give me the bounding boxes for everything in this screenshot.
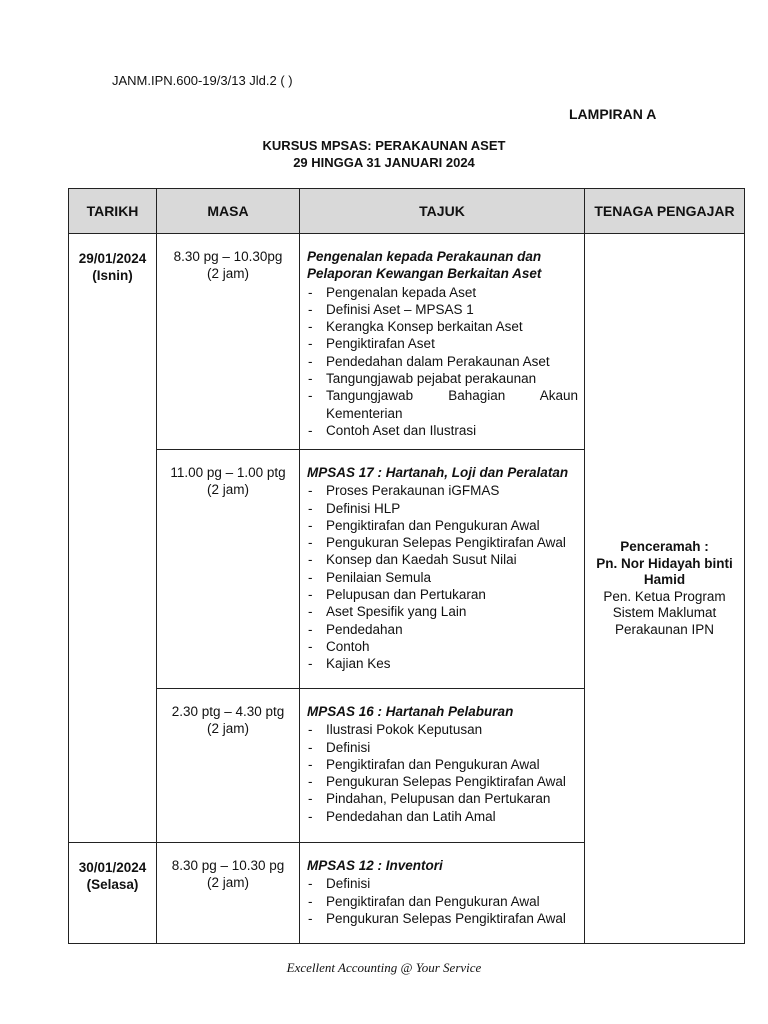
date-cell	[69, 843, 157, 944]
list-item: - Definisi	[307, 875, 578, 892]
header-masa: MASA	[157, 189, 300, 234]
list-item: - Pengenalan kepada Aset	[307, 284, 578, 301]
schedule-table	[68, 188, 745, 944]
time: 11.00 pg – 1.00 ptg	[170, 465, 286, 480]
list-item: - Pengukuran Selepas Pengiktirafan Awal	[307, 534, 578, 551]
topic-list	[307, 721, 578, 825]
list-item: - Kerangka Konsep berkaitan Aset	[307, 318, 578, 335]
duration: (2 jam)	[206, 721, 249, 736]
table-row	[69, 234, 745, 450]
list-item: - Tangungjawab pejabat perakaunan	[307, 370, 578, 387]
list-item: - Pelupusan dan Pertukaran	[307, 586, 578, 603]
list-item: - Pengukuran Selepas Pengiktirafan Awal	[307, 773, 578, 790]
topic-title: Pengenalan kepada Perakaunan dan Pelaporan Kewangan Berkaitan Aset	[307, 249, 542, 282]
list-item: - Contoh Aset dan Ilustrasi	[307, 422, 578, 439]
list-item: - Aset Spesifik yang Lain	[307, 603, 578, 620]
time: 8.30 pg – 10.30pg	[173, 249, 283, 264]
topic-cell	[300, 450, 585, 689]
document-title: KURSUS MPSAS: PERAKAUNAN ASET	[262, 138, 506, 153]
list-item: - Pendedahan dalam Perakaunan Aset	[307, 353, 578, 370]
duration: (2 jam)	[206, 875, 249, 890]
list-item: - Pengiktirafan Aset	[307, 335, 578, 352]
time-cell	[157, 450, 300, 689]
date: 30/01/2024	[78, 860, 147, 875]
topic-title: MPSAS 12 : Inventori	[307, 858, 443, 873]
footer-tagline: Excellent Accounting @ Your Service	[286, 960, 482, 975]
topic-list	[307, 875, 578, 927]
list-item: - Pendedahan dan Latih Amal	[307, 808, 578, 825]
trainer-name: Pn. Nor Hidayah binti Hamid	[596, 555, 733, 587]
topic-list	[307, 482, 578, 672]
duration: (2 jam)	[206, 482, 249, 497]
list-item: - Proses Perakaunan iGFMAS	[307, 482, 578, 499]
list-item: - Pendedahan	[307, 621, 578, 638]
topic-title: MPSAS 17 : Hartanah, Loji dan Peralatan	[307, 465, 569, 480]
time-cell	[157, 234, 300, 450]
trainer-role: Penceramah :	[620, 539, 709, 554]
day: (Selasa)	[86, 877, 139, 892]
date: 29/01/2024	[78, 251, 147, 266]
date-cell	[69, 234, 157, 843]
topic-title: MPSAS 16 : Hartanah Pelaburan	[307, 704, 514, 719]
attachment-label: LAMPIRAN A	[569, 106, 657, 122]
list-item: - Pengiktirafan dan Pengukuran Awal	[307, 517, 578, 534]
list-item: - Contoh	[307, 638, 578, 655]
day: (Isnin)	[92, 268, 133, 283]
list-item: - Pengiktirafan dan Pengukuran Awal	[307, 893, 578, 910]
list-item: - Tangungjawab Bahagian Akaun Kementerian	[307, 387, 578, 422]
list-item: - Penilaian Semula	[307, 569, 578, 586]
list-item: - Kajian Kes	[307, 655, 578, 672]
topic-cell	[300, 689, 585, 843]
list-item: - Pindahan, Pelupusan dan Pertukaran	[307, 790, 578, 807]
table-header-row	[69, 189, 745, 234]
header-tarikh: TARIKH	[69, 189, 157, 234]
trainer-position: Pen. Ketua Program Sistem Maklumat Perakaunan IPN	[603, 588, 726, 637]
topic-cell	[300, 234, 585, 450]
topic-list	[307, 284, 578, 440]
time-cell	[157, 843, 300, 944]
reference-number: JANM.IPN.600-19/3/13 Jld.2 ( )	[112, 73, 293, 88]
list-item: - Konsep dan Kaedah Susut Nilai	[307, 551, 578, 568]
trainer-cell	[585, 234, 745, 944]
time-cell	[157, 689, 300, 843]
header-tenaga-pengajar: TENAGA PENGAJAR	[585, 189, 745, 234]
list-item: - Definisi	[307, 739, 578, 756]
list-item: - Ilustrasi Pokok Keputusan	[307, 721, 578, 738]
list-item: - Pengiktirafan dan Pengukuran Awal	[307, 756, 578, 773]
duration: (2 jam)	[206, 266, 249, 281]
time: 2.30 ptg – 4.30 ptg	[171, 704, 285, 719]
list-item: - Definisi Aset – MPSAS 1	[307, 301, 578, 318]
list-item: - Pengukuran Selepas Pengiktirafan Awal	[307, 910, 578, 927]
list-item: - Definisi HLP	[307, 500, 578, 517]
time: 8.30 pg – 10.30 pg	[171, 858, 285, 873]
topic-cell	[300, 843, 585, 944]
document-date-range: 29 HINGGA 31 JANUARI 2024	[293, 155, 475, 170]
header-tajuk: TAJUK	[300, 189, 585, 234]
